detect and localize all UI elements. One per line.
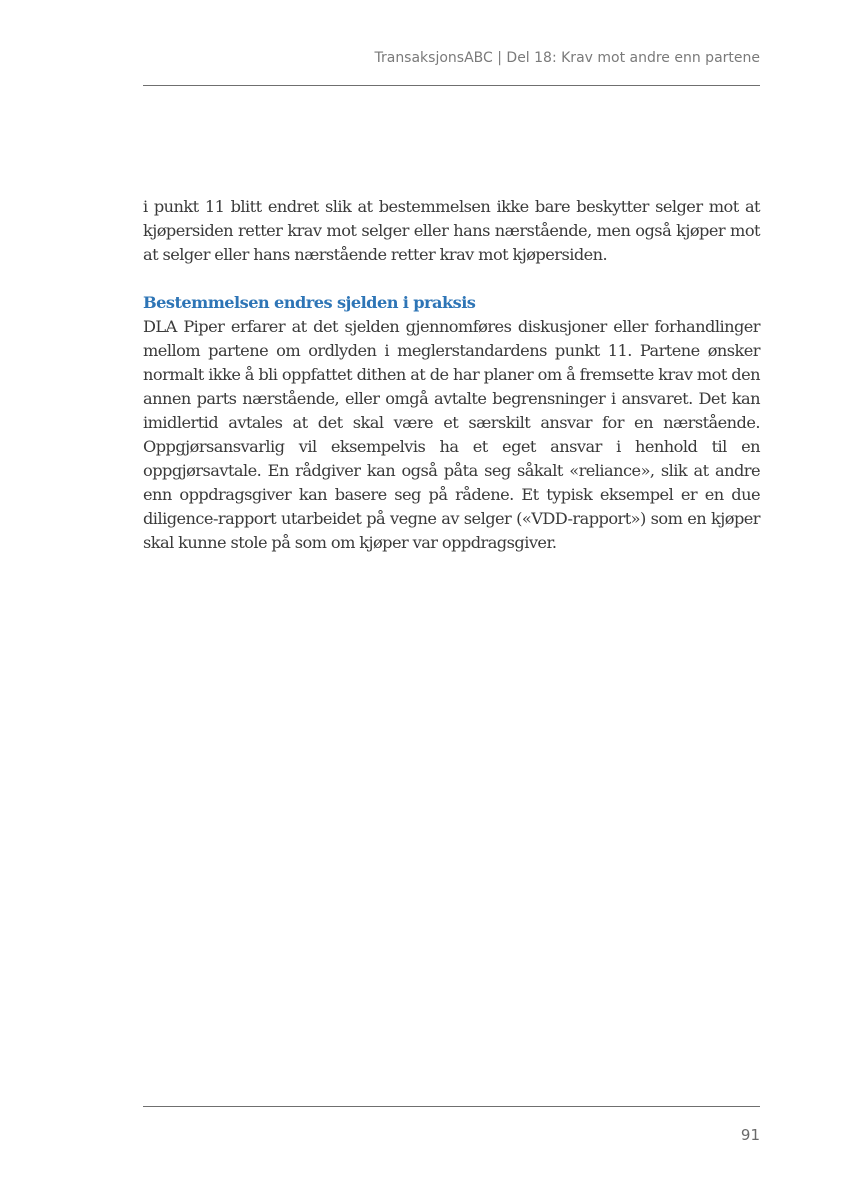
footer-divider (143, 1106, 760, 1107)
page-body (143, 195, 760, 555)
header-divider (143, 85, 760, 86)
section-heading: Bestemmelsen endres sjelden i praksis (143, 293, 476, 312)
section-paragraph: DLA Piper erfarer at det sjelden gjennomføres diskusjoner eller forhandlinger mellom partene om ordlyden i meglerstandardens punkt 11. Partene ønsker normalt ikke å bli oppfattet dithen at de har planer om å fremsette krav mot den annen parts nærstående, eller omgå avtalte begrensninger i ansvaret. Det kan imidlertid avtales at det skal være et særskilt ansvar for en nærstående. Oppgjørsansvarlig vil eksempelvis ha et eget ansvar i henhold til en oppgjørsavtale. En rådgiver kan også påta seg såkalt «reliance», slik at andre enn oppdragsgiver kan basere seg på rådene. Et typisk eksempel er en due diligence-rapport utarbeidet på vegne av selger («VDD-rapport») som en kjøper skal kunne stole på som om kjøper var oppdragsgiver. (143, 317, 760, 552)
running-header: TransaksjonsABC | Del 18: Krav mot andre enn partene (374, 50, 760, 66)
page-number: 91 (740, 1126, 760, 1144)
intro-paragraph: i punkt 11 blitt endret slik at bestemmelsen ikke bare beskytter selger mot at kjøpersiden retter krav mot selger eller hans nærstående, men også kjøper mot at selger eller hans nærstående retter krav mot kjøpersiden. (143, 197, 760, 264)
